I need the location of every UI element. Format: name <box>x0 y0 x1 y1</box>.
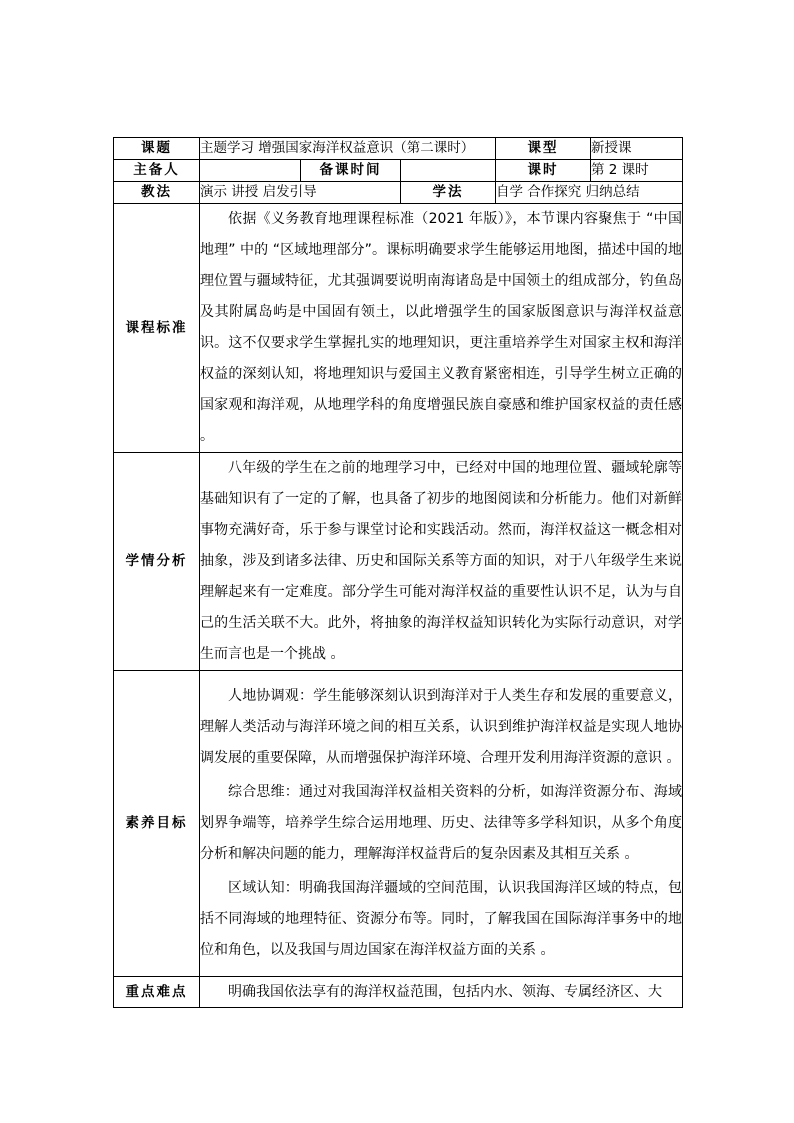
student-analysis-content <box>200 453 683 671</box>
preparer-value <box>200 160 301 182</box>
row-curriculum-standard <box>114 204 683 453</box>
topic-value: 主题学习 增强国家海洋权益意识（第二课时） <box>200 138 496 160</box>
row-literacy-goals <box>114 671 683 977</box>
row-preparer <box>114 160 683 182</box>
preparer-label: 主备人 <box>114 160 200 182</box>
literacy-goals-content <box>200 671 683 977</box>
row-key-difficulties <box>114 977 683 1008</box>
literacy-goals-label: 素养目标 <box>114 671 200 977</box>
prep-time-value <box>401 160 496 182</box>
lesson-plan-table <box>113 137 683 1008</box>
literacy-goal-human-earth: 人地协调观：学生能够深刻认识到海洋对于人类生存和发展的重要意义，理解人类活动与海洋环境之间的相互关系，认识到维护海洋权益是实现人地协调发展的重要保障，从而增强保护海洋环境、合理开发利用海洋资源的意识 。 <box>200 688 682 766</box>
learning-method-value: 自学 合作探究 归纳总结 <box>496 182 683 204</box>
curriculum-standard-paragraph: 依据《义务教育地理课程标准（2021 年版）》，本节课内容聚焦于 “中国地理” 中的 “区域地理部分”。课标明确要求学生能够运用地图，描述中国的地理位置与疆域特征，尤其强调要说明南海诸岛是中国领土的组成部分，钓鱼岛及其附属岛屿是中国固有领土，以此增强学生的国家版图意识与海洋权益意识。这不仅要求学生掌握扎实的地理知识，更注重培养学生对国家主权和海洋权益的深刻认知，将地理知识与爱国主义教育紧密相连，引导学生树立正确的国家观和海洋观，从地理学科的角度增强民族自豪感和维护国家权益的责任感 。 <box>200 211 682 444</box>
prep-time-label: 备课时间 <box>301 160 401 182</box>
key-difficulties-label: 重点难点 <box>114 977 200 1008</box>
curriculum-standard-label: 课程标准 <box>114 204 200 453</box>
key-difficulties-content <box>200 977 683 1008</box>
literacy-goal-integrated-thinking: 综合思维：通过对我国海洋权益相关资料的分析，如海洋资源分布、海域划界争端等，培养学生综合运用地理、历史、法律等多学科知识，从多个角度分析和解决问题的能力，理解海洋权益背后的复杂因素及其相互关系 。 <box>200 784 682 862</box>
period-value: 第 2 课时 <box>591 160 683 182</box>
learning-method-label: 学法 <box>401 182 496 204</box>
row-methods <box>114 182 683 204</box>
teaching-method-label: 教法 <box>114 182 200 204</box>
row-topic <box>114 138 683 160</box>
key-difficulties-paragraph: 明确我国依法享有的海洋权益范围，包括内水、领海、专属经济区、大 <box>228 984 662 1000</box>
topic-label: 课题 <box>114 138 200 160</box>
lesson-type-label: 课型 <box>496 138 591 160</box>
teaching-method-value: 演示 讲授 启发引导 <box>200 182 401 204</box>
row-student-analysis <box>114 453 683 671</box>
literacy-goal-regional-cognition: 区域认知：明确我国海洋疆域的空间范围，认识我国海洋区域的特点，包括不同海域的地理特征、资源分布等。同时，了解我国在国际海洋事务中的地位和角色，以及我国与周边国家在海洋权益方面的关系 。 <box>200 880 682 958</box>
curriculum-standard-content <box>200 204 683 453</box>
lesson-type-value: 新授课 <box>591 138 683 160</box>
period-label: 课时 <box>496 160 591 182</box>
student-analysis-paragraph: 八年级的学生在之前的地理学习中，已经对中国的地理位置、疆域轮廓等基础知识有了一定的了解，也具备了初步的地图阅读和分析能力。他们对新鲜事物充满好奇，乐于参与课堂讨论和实践活动。然而，海洋权益这一概念相对抽象，涉及到诸多法律、历史和国际关系等方面的知识，对于八年级学生来说理解起来有一定难度。部分学生可能对海洋权益的重要性认识不足，认为与自己的生活关联不大。此外，将抽象的海洋权益知识转化为实际行动意识，对学生而言也是一个挑战 。 <box>200 460 682 662</box>
student-analysis-label: 学情分析 <box>114 453 200 671</box>
